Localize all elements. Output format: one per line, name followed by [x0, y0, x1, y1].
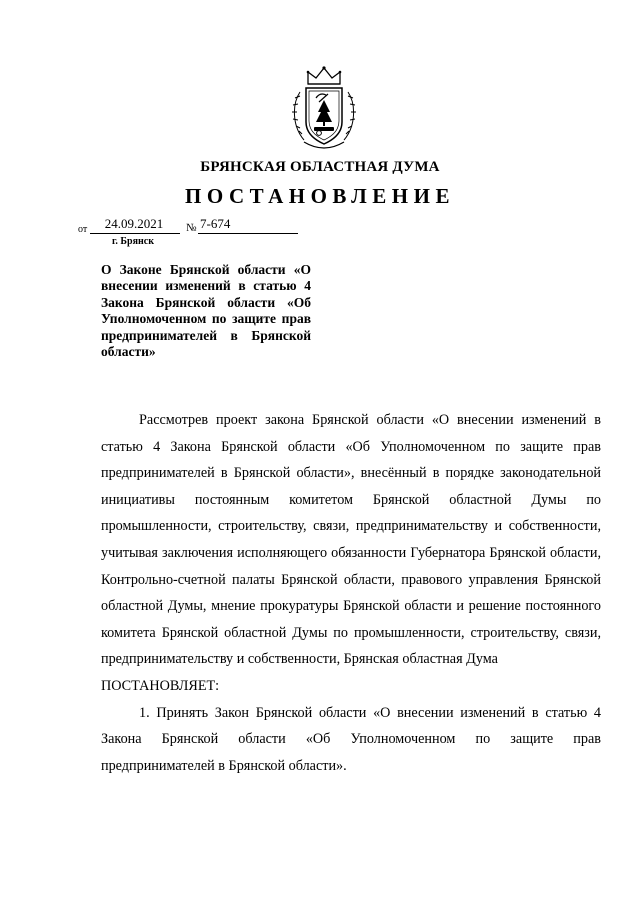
organization-name: БРЯНСКАЯ ОБЛАСТНАЯ ДУМА — [200, 159, 440, 175]
document-meta — [78, 216, 318, 256]
document-type-title: ПОСТАНОВЛЕНИЕ — [185, 184, 455, 208]
date-label: от — [78, 224, 88, 235]
document-body — [101, 407, 601, 779]
resolves-heading: ПОСТАНОВЛЯЕТ: — [101, 677, 220, 694]
number-underline — [198, 233, 298, 234]
preamble-paragraph: Рассмотрев проект закона Брянской области «О внесении изменений в статью 4 Закона Брянской области «Об Уполномоченном по защите прав предпринимателей в Брянской области», внесённый в порядке законодательной инициативы постоянным комитетом Брянской областной Думы по промышленности, строительству, связи, предпринимательству и собственности, учитывая заключения исполняющего обязанности Губернатора Брянской области, Контрольно-счетной палаты Брянской области, правового управления Брянской областной Думы, мнение прокуратуры Брянской области и решение постоянного комитета Брянской областной Думы по промышленности, строительству, связи, предпринимательству и собственности, Брянская областная Дума — [101, 412, 601, 668]
date-underline — [90, 233, 180, 234]
document-number: 7-674 — [200, 216, 231, 231]
bryansk-coat-of-arms-icon — [286, 64, 362, 154]
resolution-item-1: 1. Принять Закон Брянской области «О внесении изменений в статью 4 Закона Брянской области «Об Уполномоченном по защите прав предпринимателей в Брянской области». — [101, 704, 601, 774]
document-date: 24.09.2021 — [104, 216, 164, 231]
document-subject: О Законе Брянской области «О внесении изменений в статью 4 Закона Брянской области «Об Уполномоченном по защите прав предпринимателей в Брянской области» — [101, 262, 311, 360]
document-city: г. Брянск — [112, 236, 154, 247]
number-label: № — [186, 222, 197, 234]
